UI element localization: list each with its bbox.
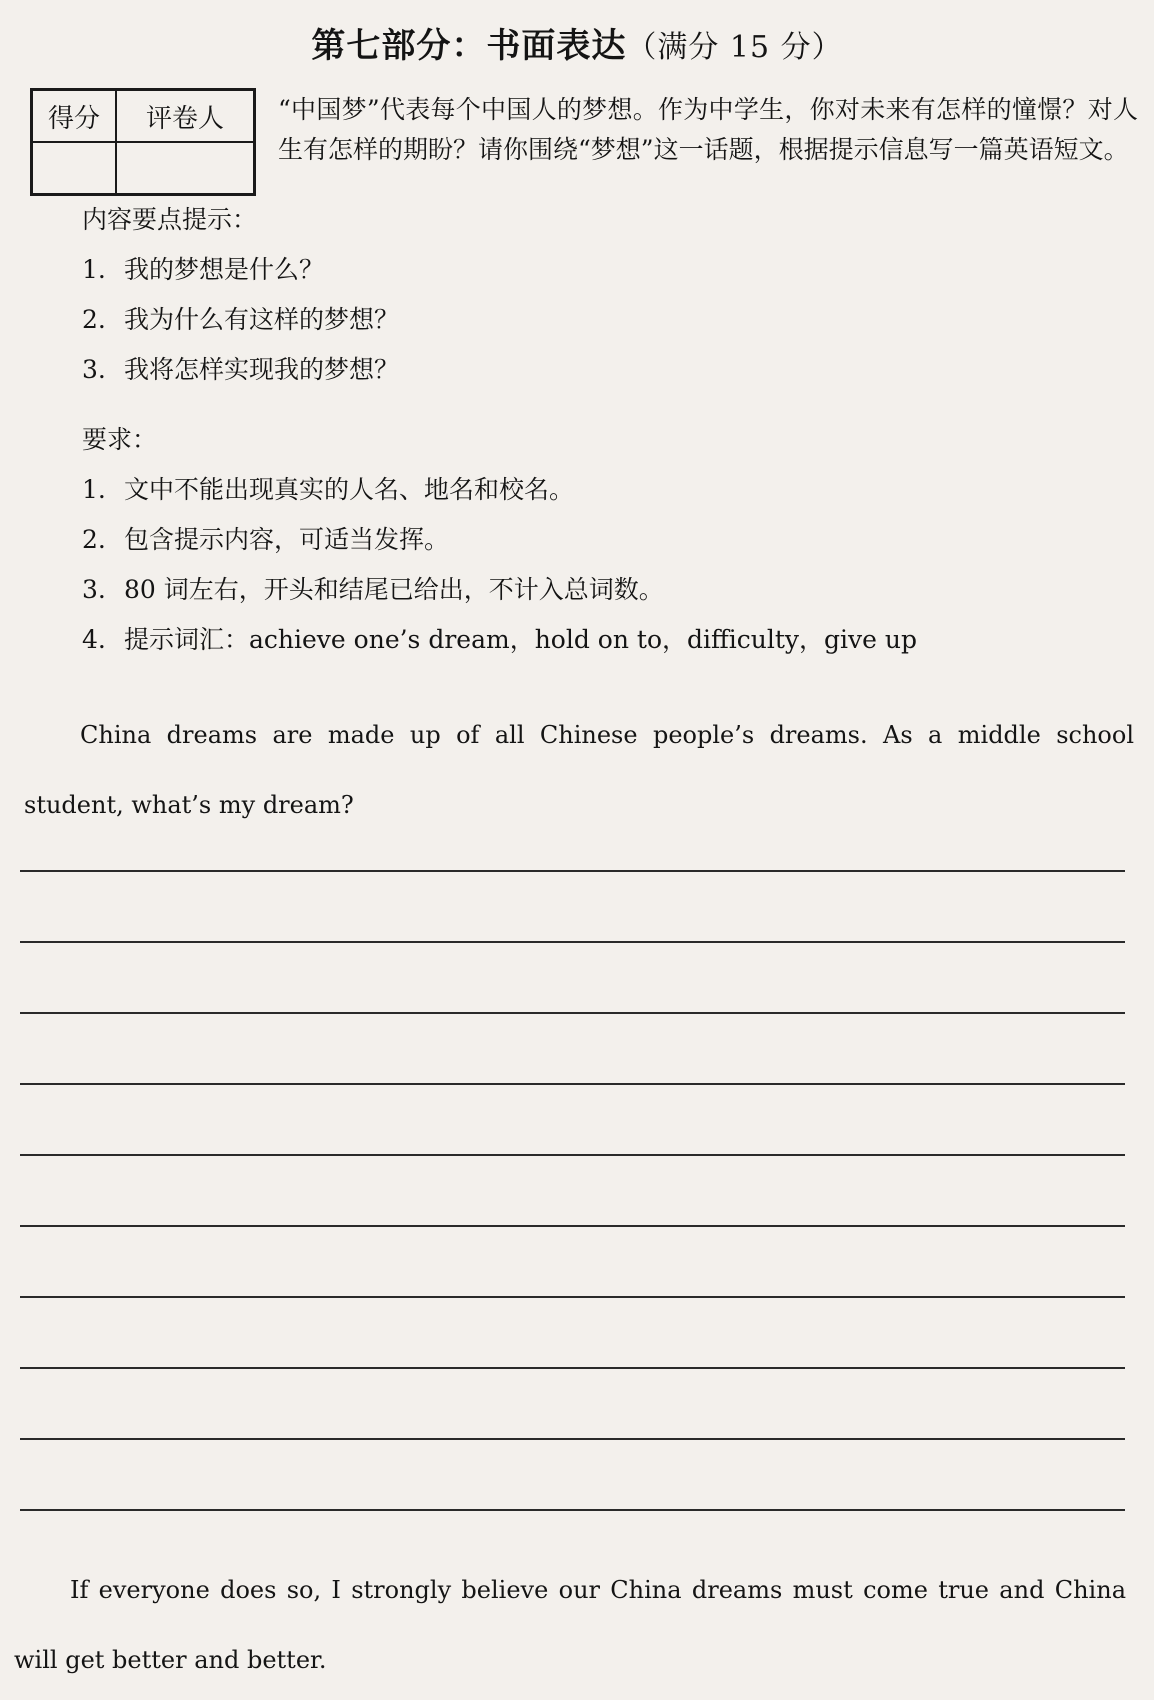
content-point-item: 1. 我的梦想是什么？ (82, 255, 325, 284)
score-label: 得分 (32, 90, 117, 143)
score-box (30, 88, 256, 196)
requirement-item: 3. 80 词左右，开头和结尾已给出，不计入总词数。 (82, 575, 664, 604)
requirement-item: 1. 文中不能出现真实的人名、地名和校名。 (82, 475, 575, 504)
grader-cell[interactable] (116, 142, 255, 195)
writing-line[interactable] (20, 1154, 1125, 1156)
section-title-text: 第七部分：书面表达 (311, 26, 627, 66)
full-score-note: （满分 15 分） (626, 30, 843, 65)
writing-line[interactable] (20, 1296, 1125, 1298)
requirement-item: 2. 包含提示内容，可适当发挥。 (82, 525, 450, 554)
content-points-heading: 内容要点提示： (82, 205, 258, 234)
content-point-item: 2. 我为什么有这样的梦想？ (82, 305, 400, 334)
requirement-item: 4. 提示词汇：achieve one’s dream，hold on to，difficulty，give up (82, 625, 917, 654)
writing-line[interactable] (20, 870, 1125, 872)
essay-opening: China dreams are made up of all Chinese people’s dreams. As a middle school student, what’s my dream? (24, 721, 1134, 819)
writing-line[interactable] (20, 1438, 1125, 1440)
requirements (82, 415, 917, 665)
writing-line[interactable] (20, 1509, 1125, 1511)
grader-label: 评卷人 (116, 90, 255, 143)
writing-area[interactable] (20, 870, 1125, 1580)
score-cell[interactable] (32, 142, 117, 195)
content-point-item: 3. 我将怎样实现我的梦想？ (82, 355, 400, 384)
writing-line[interactable] (20, 941, 1125, 943)
writing-line[interactable] (20, 1083, 1125, 1085)
writing-line[interactable] (20, 1367, 1125, 1369)
writing-line[interactable] (20, 1012, 1125, 1014)
writing-line[interactable] (20, 1225, 1125, 1227)
essay-closing: If everyone does so, I strongly believe our China dreams must come true and China will get better and better. (14, 1576, 1126, 1674)
content-points (82, 195, 399, 395)
task-intro: “中国梦”代表每个中国人的梦想。作为中学生，你对未来有怎样的憧憬？对人生有怎样的期盼？请你围绕“梦想”这一话题，根据提示信息写一篇英语短文。 (278, 95, 1138, 164)
requirements-heading: 要求： (82, 425, 158, 454)
section-title (0, 18, 1154, 67)
